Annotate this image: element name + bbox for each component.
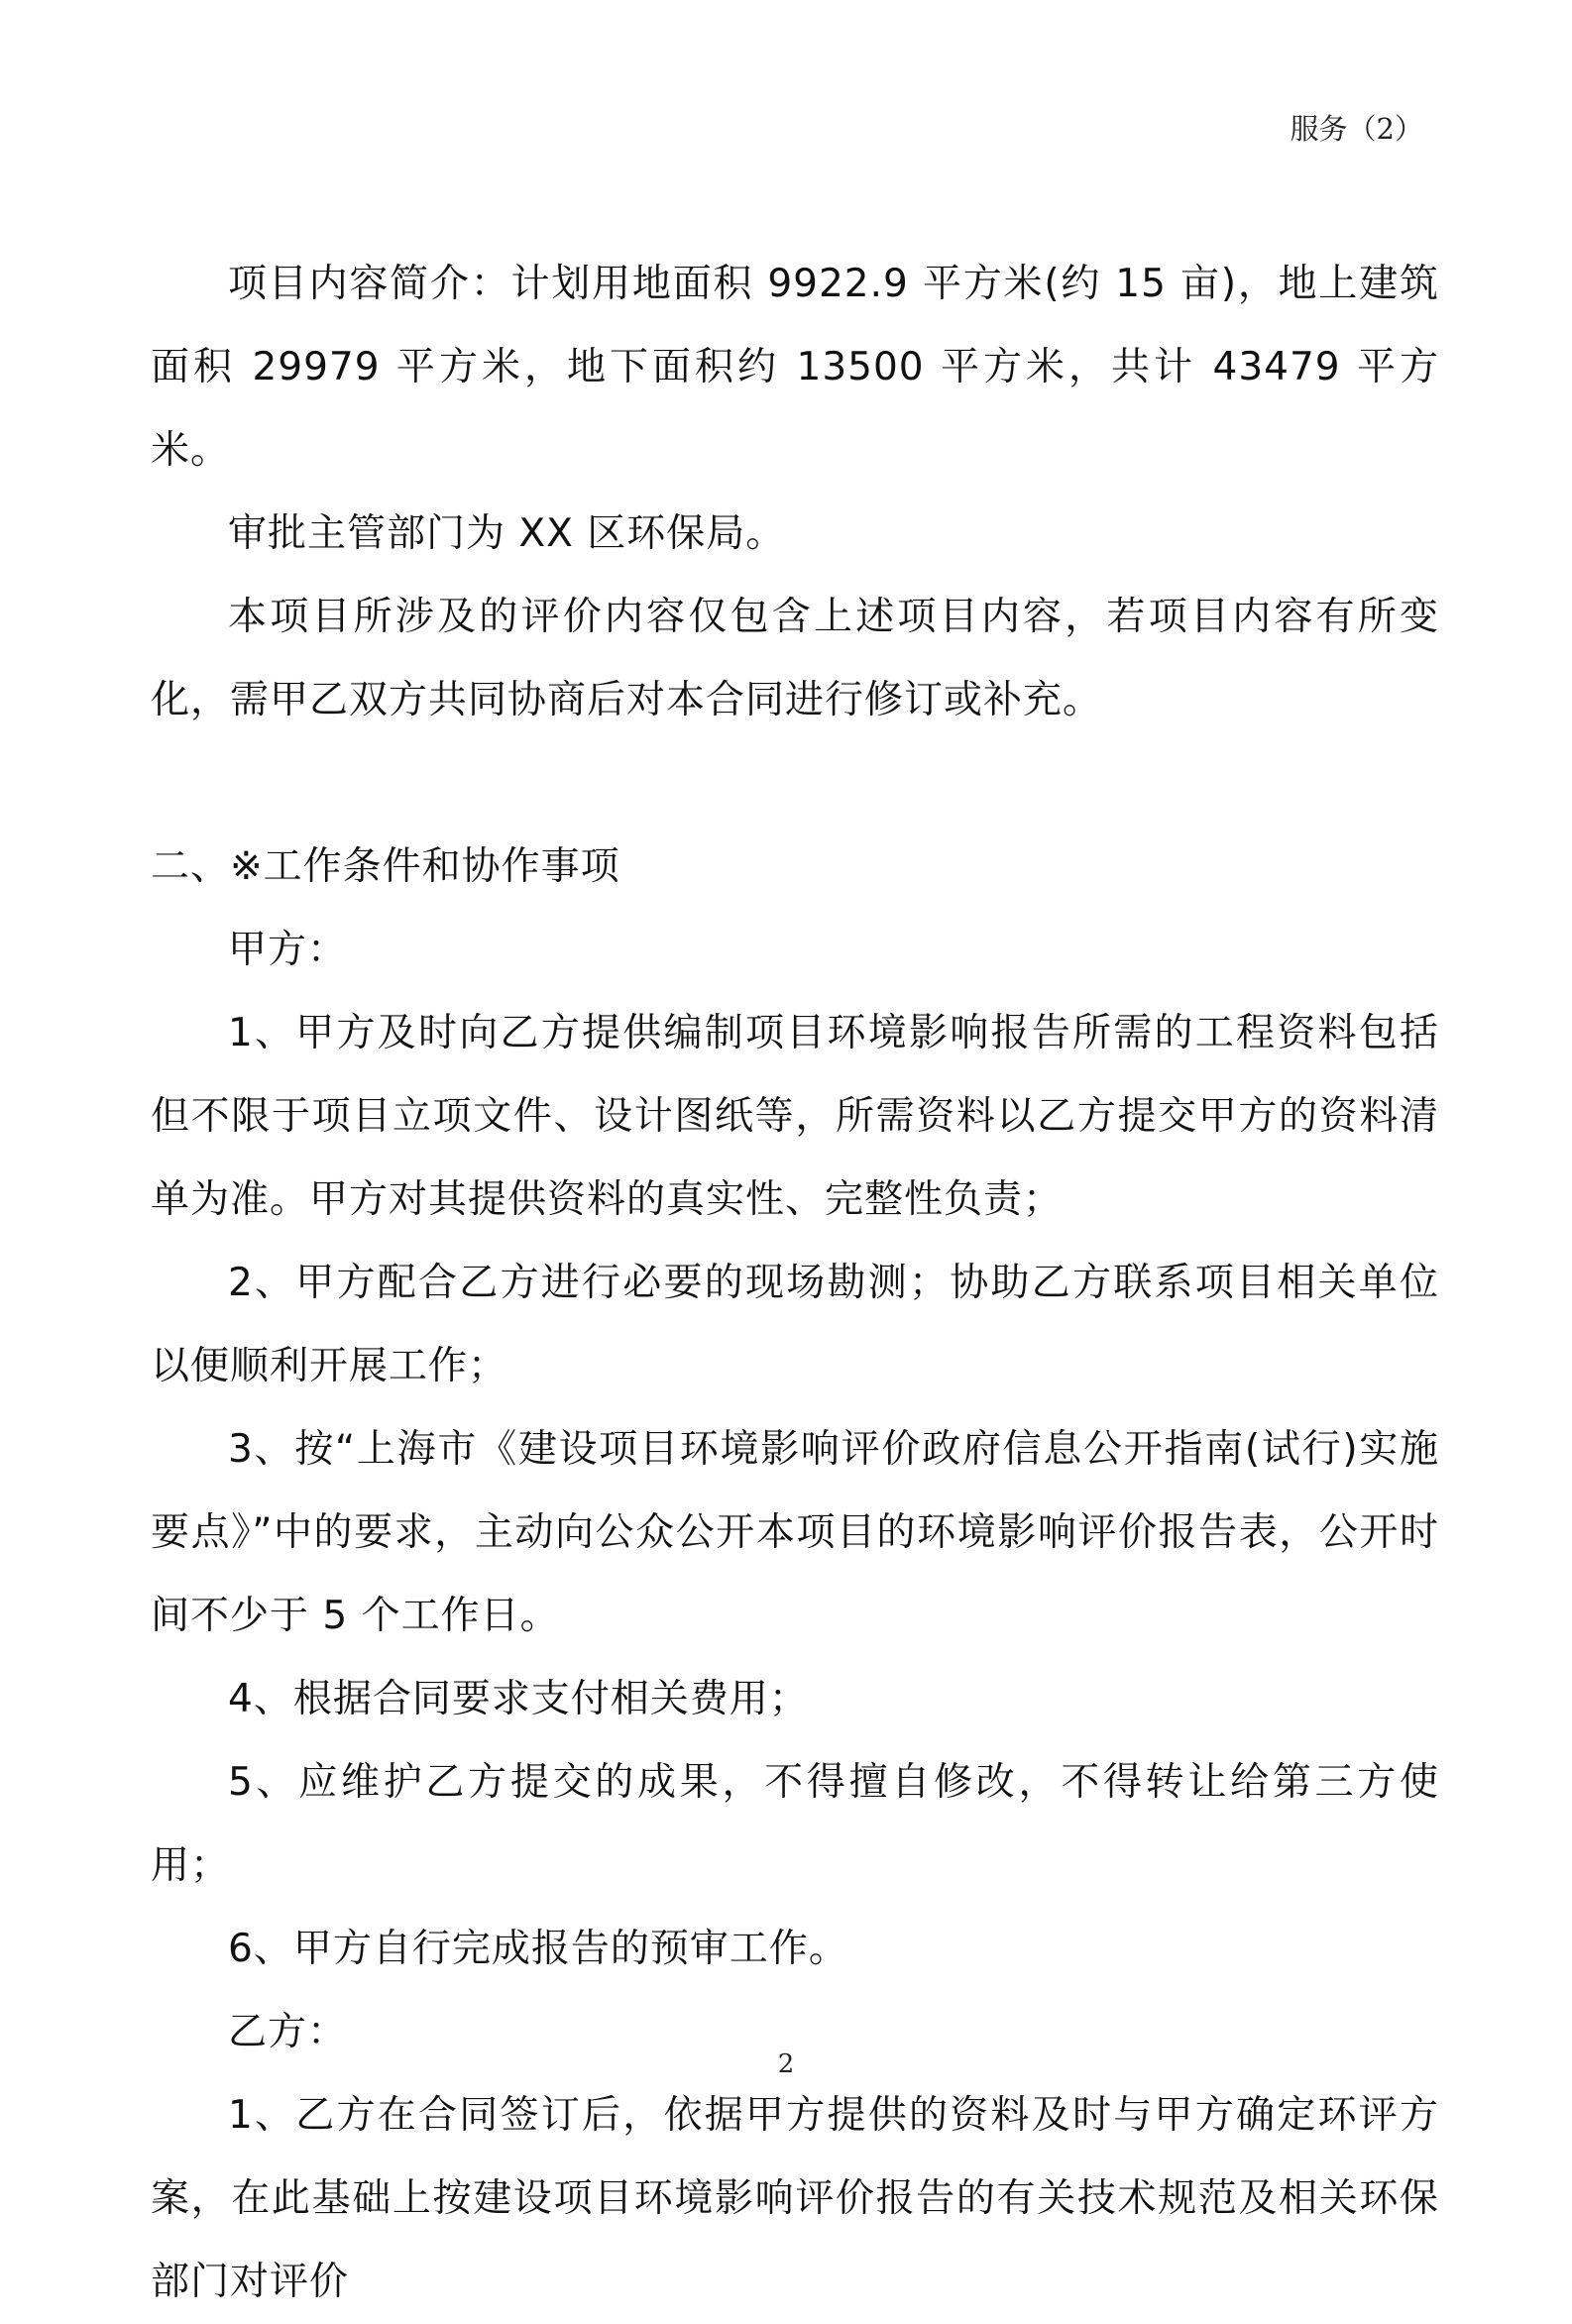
section-title: 二、※工作条件和协作事项 (151, 844, 620, 889)
page-number: 2 (777, 2049, 795, 2079)
document-body (151, 243, 1439, 2324)
paragraph-gap (151, 742, 1439, 826)
party-a-item: 3、按“上海市《建设项目环境影响评价政府信息公开指南(试行)实施要点》”中的要求，主动向公众公开本项目的环境影响评价报告表，公开时间不少于 5 个工作日。 (151, 1427, 1439, 1638)
approval-authority-paragraph: 审批主管部门为 XX 区环保局。 (228, 511, 786, 556)
project-summary-paragraph: 项目内容简介：计划用地面积 9922.9 平方米(约 15 亩)，地上建筑面积 29979 平方米，地下面积约 13500 平方米，共计 43479 平方米。 (151, 262, 1439, 473)
party-a-item: 4、根据合同要求支付相关费用； (228, 1677, 809, 1721)
party-b-label: 乙方： (228, 2010, 348, 2054)
party-a-item: 1、甲方及时向乙方提供编制项目环境影响报告所需的工程资料包括但不限于项目立项文件、设计图纸等，所需资料以乙方提交甲方的资料清单为准。甲方对其提供资料的真实性、完整性负责； (151, 1011, 1439, 1222)
page-header: 服务（2） (1290, 112, 1423, 146)
scope-paragraph: 本项目所涉及的评价内容仅包含上述项目内容，若项目内容有所变化，需甲乙双方共同协商后对本合同进行修订或补充。 (151, 595, 1439, 722)
party-a-item: 6、甲方自行完成报告的预审工作。 (228, 1927, 848, 1971)
party-b-item: 1、乙方在合同签订后，依据甲方提供的资料及时与甲方确定环评方案，在此基础上按建设项目环境影响评价报告的有关技术规范及相关环保部门对评价 (151, 2093, 1439, 2304)
party-a-item: 2、甲方配合乙方进行必要的现场勘测；协助乙方联系项目相关单位以便顺利开展工作； (151, 1261, 1439, 1388)
party-a-item: 5、应维护乙方提交的成果，不得擅自修改，不得转让给第三方使用； (151, 1760, 1439, 1888)
party-a-label: 甲方： (228, 928, 348, 972)
